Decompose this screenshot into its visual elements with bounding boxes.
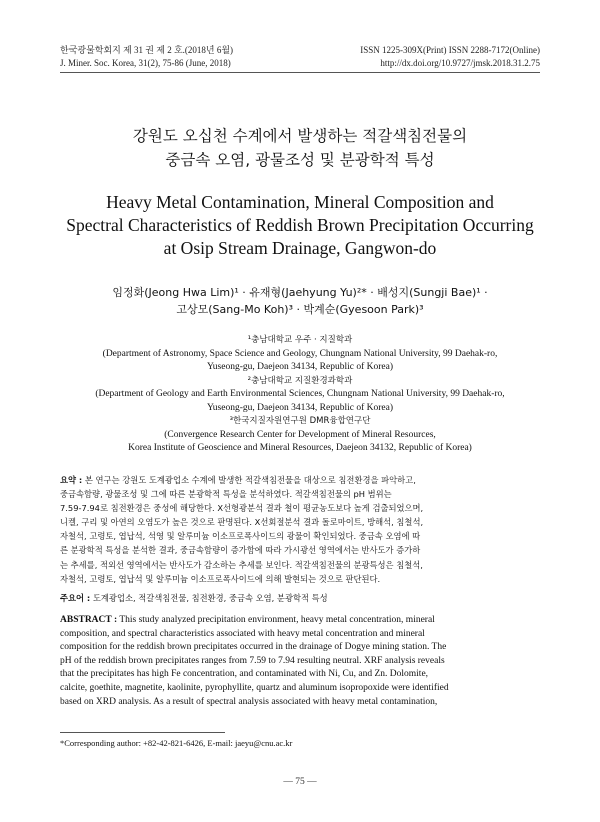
affiliation-en: (Department of Astronomy, Space Science and Geology, Chungnam National University, 99 Daehak-ro, [102,348,498,359]
abstract-korean-text: 본 연구는 강원도 도계광업소 수계에 발생한 적갈색침전물을 대상으로 침전환경을 파악하고, [82,475,416,485]
keywords-label: 주요어 : [60,593,91,603]
page-number: — 75 — [283,777,317,787]
abstract-english-line: composition, and spectral characteristics associated with heavy metal concentration and mineral [60,628,425,639]
abstract-english-line: that the precipitates has high Fe concentration, and contaminated with Ni, Cu, and Zn. Dolomite, [60,669,429,680]
abstract-korean [60,473,544,586]
abstract-english-line: based on XRD analysis. As a result of spectral analysis associated with heavy metal contamination, [60,696,438,707]
footnote-divider [60,732,225,733]
issn-line: ISSN 1225-309X(Print) ISSN 2288-7172(Online) [360,45,540,55]
title-korean-line: 강원도 오십천 수계에서 발생하는 적갈색침전물의 [132,127,468,145]
corresponding-author-footnote: *Corresponding author: +82-42-821-6426, E-mail: jaeyu@cnu.ac.kr [60,738,293,748]
author-line: 임정화(Jeong Hwa Lim)¹ · 유재형(Jaehyung Yu)²* · 배성지(Sungji Bae)¹ · [112,286,488,299]
affiliation-en: (Department of Geology and Earth Environmental Sciences, Chungnam National University, 99 Daehak-ro, [95,389,505,399]
title-english-line: Spectral Characteristics of Reddish Brown Precipitation Occurring [66,215,534,235]
abstract-english-line: pH of the reddish brown precipitates ranges from 7.59 to 7.94 resulting neutral. XRF analysis reveals [60,655,445,666]
title-english-line: at Osip Stream Drainage, Gangwon-do [163,238,437,258]
affiliations [50,334,550,456]
abstract-korean-line [60,473,544,487]
abstract-english-text: This study analyzed precipitation environment, heavy metal concentration, mineral [117,615,435,625]
doi-link[interactable]: http://dx.doi.org/10.9727/jmsk.2018.31.2.75 [380,58,540,68]
journal-citation: J. Miner. Soc. Korea, 31(2), 75-86 (June, 2018) [60,58,231,68]
journal-header-left [60,44,233,70]
author-line: 고상모(Sang-Mo Koh)³ · 박계순(Gyesoon Park)³ [176,303,424,316]
affiliation-en: Yuseong-gu, Daejeon 34134, Republic of Korea) [207,362,393,372]
header-divider [60,72,540,73]
abstract-korean-line: 자철석, 고령토, 엽납석, 석영 및 알루미늄 이소프로폭사이드의 광물이 확인되었다. 중금속 오염에 따 [60,531,421,542]
title-english-line: Heavy Metal Contamination, Mineral Composition and [106,192,494,212]
journal-name-ko: 한국광물학회지 제 31 권 제 2 호.(2018년 6월) [60,45,234,55]
abstract-english [60,614,544,709]
abstract-korean-line: 7.59-7.94로 침전환경은 중성에 해당한다. X선형광분석 결과 철이 평균농도보다 높게 검출되었으며, [60,503,424,514]
affiliation-ko: ¹충남대학교 우주 · 지질학과 [247,335,353,345]
keywords-korean [60,592,544,605]
affiliation-en: Yuseong-gu, Daejeon 34134, Republic of Korea) [207,402,393,413]
abstract-korean-line: 른 분광학적 특성을 분석한 결과, 중금속함량이 증가함에 따라 가시광선 영역에서는 반사도가 증가하 [60,545,421,556]
affiliation-ko: ²충남대학교 지질환경과학과 [247,375,353,386]
affiliation-en: (Convergence Research Center for Development of Mineral Resources, [164,429,436,440]
abstract-korean-line: 니켈, 구리 및 아연의 오염도가 높은 것으로 판명된다. X선회절분석 결과 돌로마이트, 방해석, 침철석, [60,517,424,528]
keywords-text: 도계광업소, 적갈색침전물, 침전환경, 중금속 오염, 분광학적 특성 [90,593,328,603]
title-korean [40,124,560,172]
abstract-korean-line: 자철석, 고령토, 엽납석 및 알루미늄 이소프로폭사이드에 의해 발현되는 것으로 판단된다. [60,573,381,584]
author-list [40,284,560,318]
abstract-english-line: composition for the reddish brown precipitates occurred in the drainage of Dogye mining station. The [60,642,447,653]
title-korean-line: 중금속 오염, 광물조성 및 분광학적 특성 [165,151,435,169]
journal-header-right [360,44,540,70]
title-english [30,191,570,260]
abstract-korean-label: 요약 : [60,475,83,485]
abstract-english-line: calcite, goethite, magnetite, kaolinite, pyrophyllite, quartz and aluminum isopropoxide were identified [60,682,449,693]
abstract-korean-line: 중금속함량, 광물조성 및 그에 따른 분광학적 특성을 분석하였다. 적갈색침전물의 pH 범위는 [60,489,392,500]
abstract-english-line [60,614,544,628]
abstract-english-label: ABSTRACT : [60,615,118,625]
affiliation-ko: ³한국지질자원연구원 DMR융합연구단 [229,416,371,426]
affiliation-en: Korea Institute of Geoscience and Mineral Resources, Daejeon 34132, Republic of Korea) [128,443,472,453]
abstract-korean-line: 는 추세를, 적외선 영역에서는 반사도가 감소하는 추세를 보인다. 적갈색침전물의 분광특성은 침철석, [60,559,423,570]
